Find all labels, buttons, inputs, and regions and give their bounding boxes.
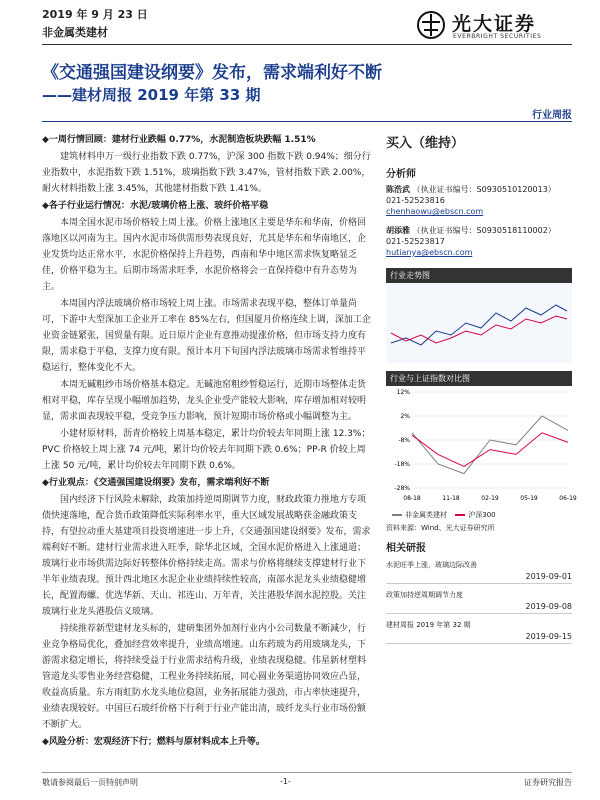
- rating: 买入（维持）: [386, 136, 465, 151]
- report-date: 2019 年 9 月 23 日: [42, 8, 148, 21]
- report-subtitle: ——建材周报 2019 年第 33 期: [42, 86, 261, 104]
- industry-section: 非金属类建材: [42, 26, 108, 39]
- brand-name-en: EVERBRIGHT SECURITIES: [453, 33, 542, 40]
- analyst-2: [386, 225, 572, 258]
- industry-trend-chart: [386, 268, 572, 365]
- footer-label: 证券研究报告: [524, 778, 572, 787]
- y-tick-label: -28%: [394, 485, 410, 492]
- x-tick-label: 06-19: [559, 495, 577, 502]
- chart-source: 资料来源：Wind、光大证券研究所: [386, 524, 495, 532]
- analyst-name: 陈浩武: [386, 185, 410, 194]
- analyst-phone: 021-52523817: [386, 237, 445, 246]
- comparison-chart: [386, 371, 577, 533]
- y-tick-label: 12%: [396, 389, 410, 396]
- sidebar: [386, 132, 577, 644]
- footer-disclaimer: 敬请参阅最后一页特别声明: [42, 778, 138, 787]
- related-item[interactable]: [386, 620, 572, 644]
- related-item[interactable]: [386, 560, 572, 584]
- top-divider: [42, 44, 572, 45]
- related-item-title: 建材周报 2019 年第 32 期: [386, 621, 471, 629]
- x-tick-label: 11-18: [442, 495, 460, 502]
- brand-name: 光大证券: [452, 13, 537, 35]
- analyst-name: 胡添雅: [386, 226, 410, 235]
- page-number: -1-: [280, 777, 291, 786]
- body-paragraph: 本周无碱粗纱市场价格基本稳定。无碱池窑粗纱暂稳运行，近期市场整体走货相对平稳，库存呈现小幅增加趋势，龙头企业受产能较大影响，库存增加相对较明显，需求面表现较平稳，受竞争压力影响，预计短期市场价格或小幅调整为主。: [42, 380, 367, 422]
- trend-line: [391, 305, 567, 345]
- chart2-title: 行业与上证指数对比图: [386, 371, 572, 386]
- legend-series-1: 沪深300: [468, 511, 496, 519]
- body-paragraph: 持续推荐新型建材龙头标的，建研集团外加剂行业内小公司数量不断减少，行业竞争格局优化，叠加经营效率提升，业绩高增速。山东药玻为药用玻璃龙头，下游需求稳定增长，将持续受益于行业需求结构升级，业绩表现稳健。伟星新材塑料管道龙头零售业务经营稳健，工程业务持续拓展，同心圆业务渠道协同效应凸显，收益高质量。东方雨虹防水龙头地位稳固，业务拓展能力强劲，市占率快速提升，业绩表现较好。中国巨石玻纤价格下行利于行业产能出清，玻纤龙头行业市场份额不断扩大。: [42, 624, 367, 730]
- footer-divider: [42, 772, 572, 773]
- analyst-heading: 分析师: [386, 169, 416, 180]
- chart1-title: 行业走势图: [386, 268, 572, 283]
- related-item[interactable]: [386, 590, 572, 614]
- main-body: [42, 132, 372, 751]
- related-item-title: 政策加持逆周期调节力度: [386, 591, 463, 599]
- body-paragraph: 国内经济下行风险未解除，政策加持逆周期调节力度，财政政策力推地方专项债快速落地，配合货币政策降低实际利率水平，重大区域发展战略获金融政策支持，有望拉动重大基建项目投资增速进一步上升，《交通强国建设纲要》发布，需求端利好不断。建材行业需求进入旺季，除华北区域，全国水泥价格进入上涨通道；玻璃行业市场供需边际好转整体价格持续走高。需求与价格将继续支撑建材行业下半年业绩表现。预计西北地区水泥企业业绩持续性较高，南部水泥龙头业绩稳健增长，配置海螺、优选华新、天山、祁连山、万年青，关注港股华润水泥控股。关注玻璃行业龙头港股信义玻璃。: [42, 495, 371, 617]
- report-category: 行业周报: [532, 110, 572, 121]
- trend-line-2: [391, 316, 567, 343]
- related-list: [386, 560, 572, 644]
- trend-chart-svg: [386, 283, 572, 363]
- analyst-email-link[interactable]: chenhaowu@ebscn.com: [386, 207, 484, 216]
- analyst-cert: （执业证书编号：S0930510120013）: [412, 185, 556, 194]
- y-tick-label: 2%: [400, 413, 410, 420]
- body-paragraph: 小建材原材料，沥青价格较上周基本稳定，累计均价较去年同期上涨 12.3%；PVC 价格较上周上涨 74 元/吨，累计均价较去年同期下跌 0.6%；PP-R 价较上周上涨 50 元/吨，累计均价较去年同期下跌 0.6%。: [42, 429, 371, 471]
- analyst-phone: 021-52523816: [386, 196, 445, 205]
- y-tick-label: -8%: [398, 437, 410, 444]
- related-item-date: 2019-09-08: [386, 602, 572, 614]
- section-heading: ◆各子行业运行情况：水泥/玻璃价格上涨、玻纤价格平稳: [42, 201, 269, 211]
- legend-series-0: 非金属类建材: [405, 511, 447, 519]
- x-tick-label: 02-19: [481, 495, 499, 502]
- category-divider: [42, 121, 572, 122]
- body-paragraph: 本周全国水泥市场价格较上周上涨。价格上涨地区主要是华东和华南，价格回落地区以河南为主。国内水泥市场供需形势表现良好，尤其是华东和华南地区，企业发货均达正常水平，水泥价格保持上升趋势，西南和华中地区需求恢复略显乏佳，价格平稳为主。后期市场需求旺季，水泥价格将会一直保持稳中有升态势为主。: [42, 218, 367, 292]
- x-tick-label: 05-19: [520, 495, 538, 502]
- x-tick-label: 08-18: [403, 495, 421, 502]
- comparison-chart-svg: [386, 386, 577, 506]
- analyst-cert: （执业证书编号：S0930518110002）: [412, 226, 556, 235]
- analyst-email-link[interactable]: hutianya@ebscn.com: [386, 248, 473, 257]
- y-tick-label: -18%: [394, 461, 410, 468]
- report-title: 《交通强国建设纲要》发布，需求端利好不断: [42, 63, 382, 83]
- brand-logo-icon: [416, 10, 446, 40]
- related-item-date: 2019-09-15: [386, 632, 572, 644]
- related-item-title: 水泥旺季上涨，玻璃边际改善: [386, 561, 477, 569]
- body-paragraph: 本周国内浮法玻璃价格市场较上周上涨。市场需求表现平稳，整体订单量尚可，下游中大型深加工企业开工率在 85%左右，但国厦月价格连续上调，深加工企业资金链紧张，国贸量有限。近日原片企业有意推动提涨价格，但市场支持力度有限，需求稳于平稳，支撑力度有限。预计本月下旬国内浮法玻璃市场需求暂维持平稳运行，整体变化不大。: [42, 299, 371, 373]
- analyst-1: [386, 184, 572, 217]
- related-heading: 相关研报: [386, 543, 426, 554]
- related-item-date: 2019-09-01: [386, 572, 572, 584]
- series-line-0: [412, 416, 568, 474]
- section-heading: ◆行业观点：《交通强国建设纲要》发布，需求端利好不断: [42, 478, 270, 488]
- section-heading: ◆风险分析：宏观经济下行；燃料与原材料成本上升等。: [42, 737, 265, 747]
- chart-legend: [386, 510, 572, 520]
- section-heading: ◆一周行情回顾：建材行业跌幅 0.77%，水泥制造板块跌幅 1.51%: [42, 135, 316, 145]
- body-paragraph: 建筑材料申万一级行业指数下跌 0.77%，沪深 300 指数下跌 0.94%；细分行业指数中，水泥指数下跌 1.51%，玻璃指数下跌 3.47%，管材指数下跌 2.00%，耐火材料指数上涨 3.45%，其他建材指数下跌 1.41%。: [42, 152, 371, 194]
